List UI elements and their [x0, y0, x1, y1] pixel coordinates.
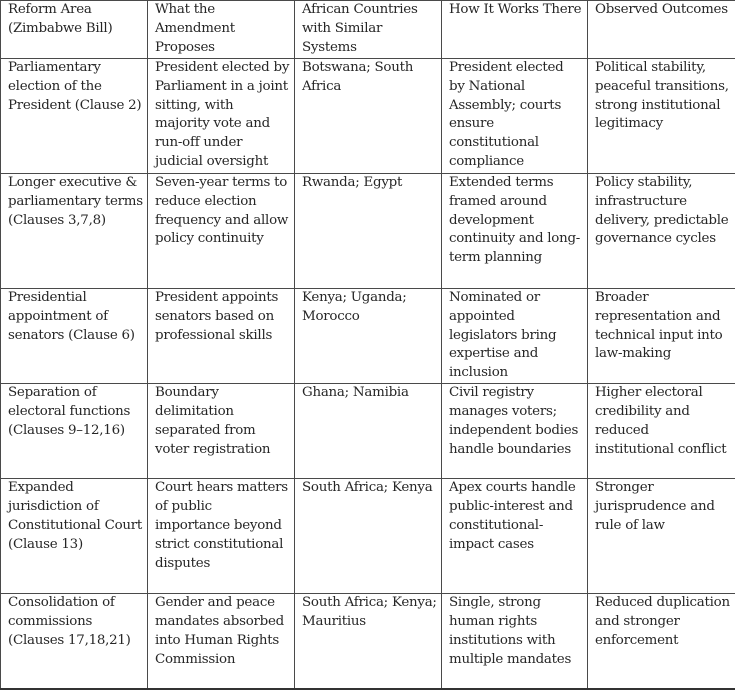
table-row	[1, 384, 735, 479]
cell-proposal: Seven-year terms to reduce election frequency and allow policy continuity	[148, 173, 295, 288]
table-row	[1, 594, 735, 690]
cell-reform-area: Presidential appointment of senators (Clause 6)	[1, 288, 148, 384]
cell-outcomes: Political stability, peaceful transitions, strong institutional legitimacy	[588, 58, 735, 173]
cell-proposal: Boundary delimitation separated from voter registration	[148, 384, 295, 479]
cell-outcomes: Policy stability, infrastructure delivery, predictable governance cycles	[588, 173, 735, 288]
header-how-it-works: How It Works There	[442, 1, 588, 59]
cell-reform-area: Parliamentary election of the President (Clause 2)	[1, 58, 148, 173]
cell-how-it-works: Nominated or appointed legislators bring expertise and inclusion	[442, 288, 588, 384]
header-countries: African Countries with Similar Systems	[295, 1, 442, 59]
table-row	[1, 288, 735, 384]
cell-outcomes: Stronger jurisprudence and rule of law	[588, 479, 735, 594]
cell-countries: Botswana; South Africa	[295, 58, 442, 173]
cell-how-it-works: Apex courts handle public-interest and constitutional-impact cases	[442, 479, 588, 594]
cell-outcomes: Broader representation and technical input into law-making	[588, 288, 735, 384]
cell-countries: Kenya; Uganda; Morocco	[295, 288, 442, 384]
cell-proposal: Court hears matters of public importance beyond strict constitutional disputes	[148, 479, 295, 594]
header-reform-area: Reform Area (Zimbabwe Bill)	[1, 1, 148, 59]
table-row	[1, 173, 735, 288]
cell-proposal: Gender and peace mandates absorbed into Human Rights Commission	[148, 594, 295, 690]
cell-how-it-works: Extended terms framed around development continuity and long-term planning	[442, 173, 588, 288]
cell-how-it-works: Single, strong human rights institutions with multiple mandates	[442, 594, 588, 690]
table-row	[1, 479, 735, 594]
cell-reform-area: Longer executive & parliamentary terms (Clauses 3,7,8)	[1, 173, 148, 288]
header-outcomes: Observed Outcomes	[588, 1, 735, 59]
cell-reform-area: Separation of electoral functions (Clauses 9–12,16)	[1, 384, 148, 479]
table-row	[1, 58, 735, 173]
cell-countries: Rwanda; Egypt	[295, 173, 442, 288]
cell-how-it-works: Civil registry manages voters; independent bodies handle boundaries	[442, 384, 588, 479]
table-header-row	[1, 1, 735, 59]
cell-proposal: President appoints senators based on professional skills	[148, 288, 295, 384]
cell-outcomes: Higher electoral credibility and reduced institutional conflict	[588, 384, 735, 479]
cell-reform-area: Expanded jurisdiction of Constitutional Court (Clause 13)	[1, 479, 148, 594]
cell-proposal: President elected by Parliament in a joint sitting, with majority vote and run-off under judicial oversight	[148, 58, 295, 173]
header-proposal: What the Amendment Proposes	[148, 1, 295, 59]
cell-countries: South Africa; Kenya	[295, 479, 442, 594]
cell-outcomes: Reduced duplication and stronger enforcement	[588, 594, 735, 690]
cell-countries: South Africa; Kenya; Mauritius	[295, 594, 442, 690]
cell-how-it-works: President elected by National Assembly; courts ensure constitutional compliance	[442, 58, 588, 173]
cell-countries: Ghana; Namibia	[295, 384, 442, 479]
cell-reform-area: Consolidation of commissions (Clauses 17,18,21)	[1, 594, 148, 690]
